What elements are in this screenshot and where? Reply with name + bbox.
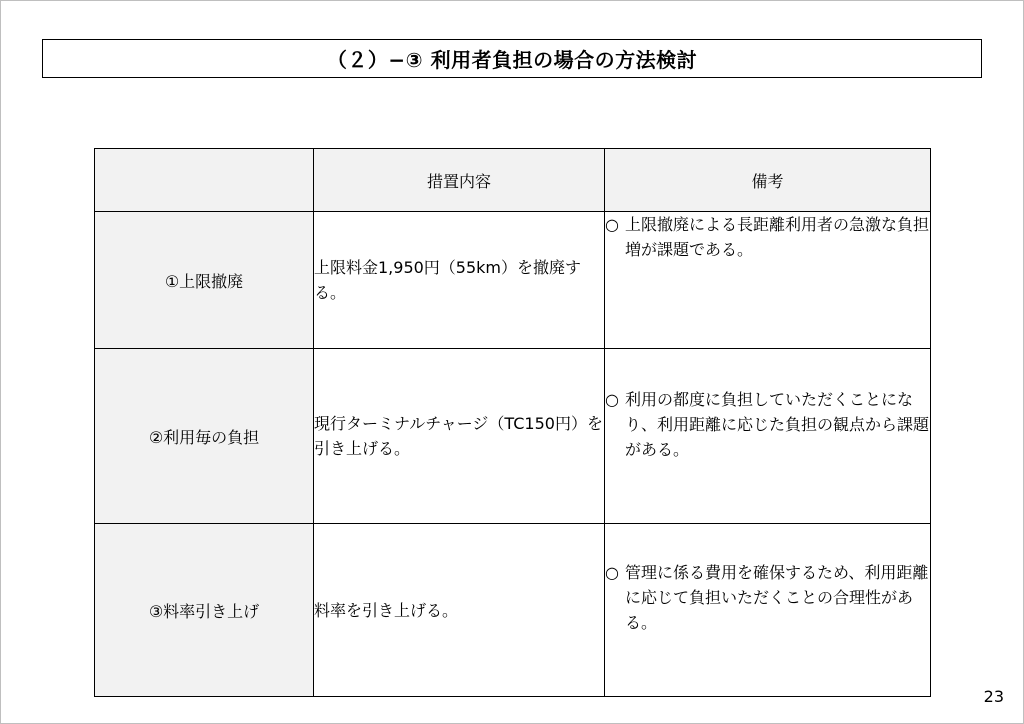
header-row	[95, 149, 931, 212]
note-text: 上限撤廃による長距離利用者の急激な負担増が課題である。	[624, 215, 929, 259]
measure-text: 現行ターミナルチャージ（TC150円）を引き上げる。	[314, 349, 605, 524]
note-text: 利用の都度に負担していただくことになり、利用距離に応じた負担の観点から課題がある。	[624, 390, 929, 459]
table-row	[95, 349, 931, 524]
note-cell	[605, 524, 931, 697]
note-cell	[605, 349, 931, 524]
option-label: ③料率引き上げ	[95, 524, 314, 697]
note-cell	[605, 212, 931, 349]
circle-bullet-icon: ○	[605, 215, 619, 234]
table-row	[95, 524, 931, 697]
circle-bullet-icon: ○	[605, 390, 619, 409]
measures-table	[94, 148, 931, 697]
circle-bullet-icon: ○	[605, 563, 619, 582]
note-text: 管理に係る費用を確保するため、利用距離に応じて負担いただくことの合理性がある。	[624, 563, 929, 632]
measure-text: 上限料金1,950円（55km）を撤廃する。	[314, 212, 605, 349]
option-label: ②利用毎の負担	[95, 349, 314, 524]
page-number: 23	[983, 687, 1004, 706]
table-row	[95, 212, 931, 349]
header-empty-cell	[95, 149, 314, 212]
measure-text: 料率を引き上げる。	[314, 524, 605, 697]
option-label: ①上限撤廃	[95, 212, 314, 349]
header-remarks: 備考	[605, 149, 931, 212]
page-title: （２）−③ 利用者負担の場合の方法検討	[42, 39, 982, 78]
header-measure-content: 措置内容	[314, 149, 605, 212]
